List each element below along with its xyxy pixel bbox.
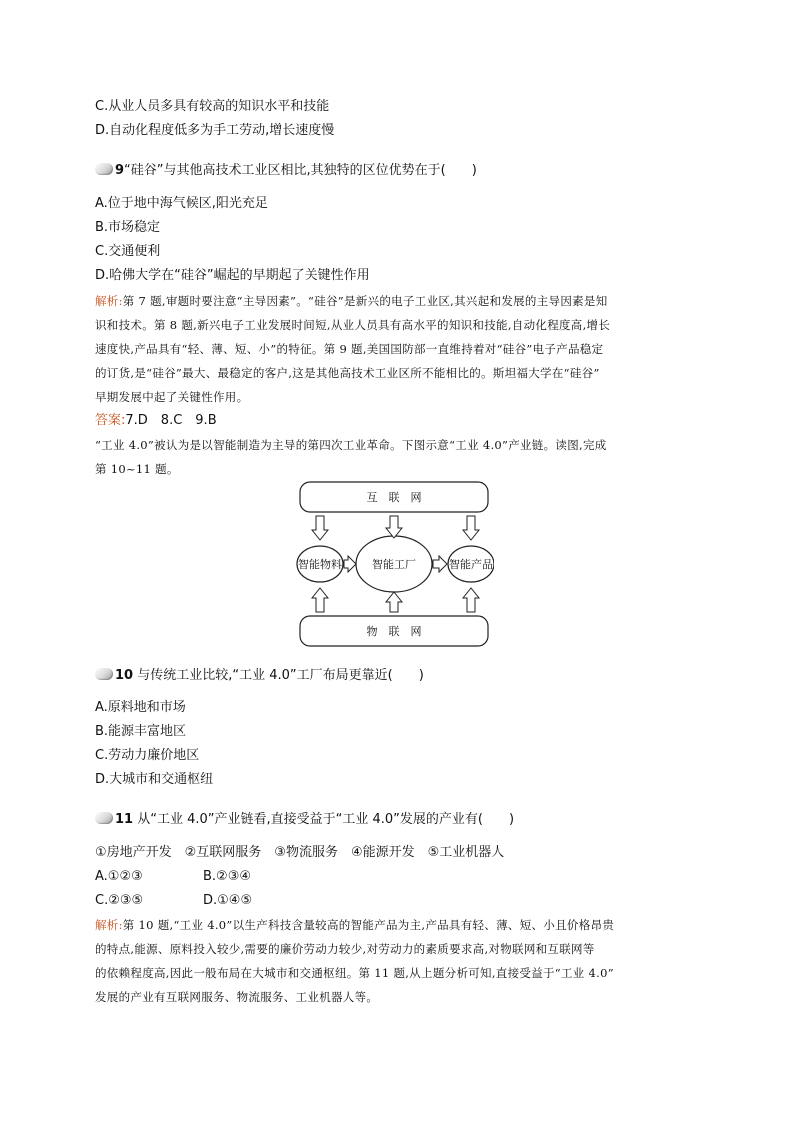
iot-label: 物 联 网 [366, 625, 422, 638]
analysis-line: 的依赖程度高,因此一般布局在大城市和交通枢纽。第 11 题,从上题分析可知,直接受益于“工业 4.0” [95, 966, 614, 980]
analysis-line: 的特点,能源、原料投入较少,需要的廉价劳动力较少,对劳动力的素质要求高,对物联网和互联网等 [95, 942, 595, 956]
option-c-q10: C.劳动力廉价地区 [95, 748, 200, 763]
arrow-down-icon [386, 516, 402, 538]
intro-line: “工业 4.0”被认为是以智能制造为主导的第四次工业革命。下图示意“工业 4.0”产业链。读图,完成 [95, 438, 607, 452]
option-a-q11: A.①②③ [95, 869, 143, 884]
question-bullet-icon [95, 163, 113, 175]
option-d-q11: D.①④⑤ [203, 893, 253, 908]
analysis-text: 第 7 题,审题时要注意“主导因素”。“硅谷”是新兴的电子工业区,其兴起和发展的主导因素是知 [122, 294, 608, 308]
analysis-label: 解析: [95, 918, 123, 932]
analysis-text: 第 10 题,“工业 4.0”以生产科技含量较高的智能产品为主,产品具有轻、薄、短、小且价格昂贵 [122, 918, 615, 932]
option-a-q10: A.原料地和市场 [95, 700, 186, 715]
analysis-label: 解析: [95, 294, 123, 308]
option-row [95, 867, 251, 887]
arrow-up-icon [463, 588, 479, 612]
question-number: 10 [115, 668, 134, 683]
option-b-q10: B.能源丰富地区 [95, 724, 187, 739]
question-text: 从“工业 4.0”产业链看,直接受益于“工业 4.0”发展的产业有( ) [137, 812, 515, 827]
question-bullet-icon [95, 668, 113, 680]
analysis-line: 发展的产业有互联网服务、物流服务、工业机器人等。 [95, 990, 379, 1004]
question-11-items: ①房地产开发 ②互联网服务 ③物流服务 ④能源开发 ⑤工业机器人 [95, 845, 505, 860]
analysis-line [95, 915, 614, 935]
arrow-up-icon [312, 588, 328, 612]
smart-product-label: 智能产品 [449, 558, 493, 571]
arrow-right-icon [344, 556, 356, 572]
question-number: 9 [115, 163, 125, 178]
question-text: 与传统工业比较,“工业 4.0”工厂布局更靠近( ) [137, 668, 424, 683]
analysis-line: 速度快,产品具有“轻、薄、短、小”的特征。第 9 题,美国国防部一直维持着对“硅谷”电子产品稳定 [95, 342, 604, 356]
answer-text: 7.D 8.C 9.B [125, 413, 217, 428]
option-c-q8: C.从业人员多具有较高的知识水平和技能 [95, 99, 330, 114]
option-d-q9: D.哈佛大学在“硅谷”崛起的早期起了关键性作用 [95, 268, 370, 283]
analysis-line [95, 291, 608, 311]
option-b-q9: B.市场稳定 [95, 220, 161, 235]
answer-label: 答案: [95, 413, 126, 428]
option-c-q11: C.②③⑤ [95, 893, 144, 908]
question-text: “硅谷”与其他高技术工业区相比,其独特的区位优势在于( ) [124, 163, 477, 178]
industry-chain-diagram [294, 478, 494, 650]
intro-line: 第 10~11 题。 [95, 462, 179, 476]
smart-material-label: 智能物料 [298, 558, 342, 571]
option-b-q11: B.②③④ [203, 869, 252, 884]
smart-factory-label: 智能工厂 [372, 558, 416, 571]
option-c-q9: C.交通便利 [95, 244, 161, 259]
question-11-stem [95, 810, 514, 830]
arrow-right-icon [433, 556, 447, 572]
internet-label: 互 联 网 [366, 491, 422, 504]
question-10-stem [95, 666, 424, 686]
option-a-q9: A.位于地中海气候区,阳光充足 [95, 196, 268, 211]
analysis-line: 早期发展中起了关键性作用。 [95, 390, 249, 404]
analysis-line: 识和技术。第 8 题,新兴电子工业发展时间短,从业人员具有高水平的知识和技能,自动化程度高,增长 [95, 318, 611, 332]
question-bullet-icon [95, 812, 113, 824]
question-9-stem [95, 161, 477, 181]
analysis-line: 的订货,是“硅谷”最大、最稳定的客户,这是其他高技术工业区所不能相比的。斯坦福大学在“硅谷” [95, 366, 600, 380]
question-number: 11 [115, 812, 134, 827]
answer-line [95, 411, 217, 431]
arrow-down-icon [312, 516, 328, 540]
arrow-down-icon [463, 516, 479, 540]
option-row [95, 891, 252, 911]
arrow-up-icon [386, 592, 402, 612]
option-d-q8: D.自动化程度低多为手工劳动,增长速度慢 [95, 123, 335, 138]
option-d-q10: D.大城市和交通枢纽 [95, 772, 214, 787]
